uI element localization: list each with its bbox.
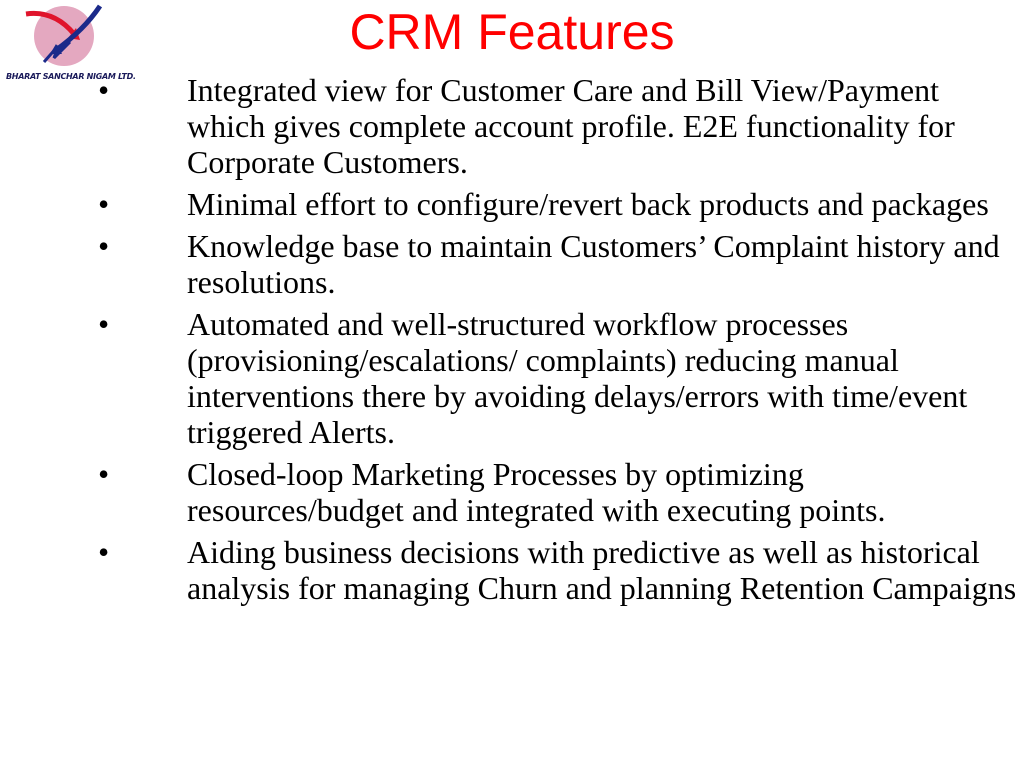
slide-title: CRM Features (349, 4, 675, 60)
bullet-list (0, 72, 1024, 612)
bullet-item (0, 72, 1024, 180)
bullet-icon: • (98, 534, 110, 570)
bullet-icon: • (98, 456, 110, 492)
bullet-text: Knowledge base to maintain Customers’ Complaint history and resolutions. (187, 228, 1000, 300)
bullet-text: Closed-loop Marketing Processes by optimizing resources/budget and integrated with executing points. (187, 456, 886, 528)
bullet-item (0, 228, 1024, 300)
bullet-icon: • (98, 306, 110, 342)
bullet-text: Integrated view for Customer Care and Bill View/Payment which gives complete account profile. E2E functionality for Corporate Customers. (187, 72, 955, 180)
bullet-item (0, 186, 1024, 222)
bullet-text: Aiding business decisions with predictive as well as historical analysis for managing Churn and planning Retention Campaigns (187, 534, 1017, 606)
bullet-text: Automated and well-structured workflow processes (provisioning/escalations/ complaints) reducing manual interventions there by avoiding delays/errors with time/event triggered Alerts. (187, 306, 968, 450)
bullet-item (0, 306, 1024, 450)
bullet-item (0, 534, 1024, 606)
bullet-icon: • (98, 186, 110, 222)
bullet-item (0, 456, 1024, 528)
logo-caption: BHARAT SANCHAR NIGAM LTD. (6, 72, 136, 81)
bullet-icon: • (98, 72, 110, 108)
bullet-text: Minimal effort to configure/revert back products and packages (187, 186, 989, 222)
bullet-icon: • (98, 228, 110, 264)
